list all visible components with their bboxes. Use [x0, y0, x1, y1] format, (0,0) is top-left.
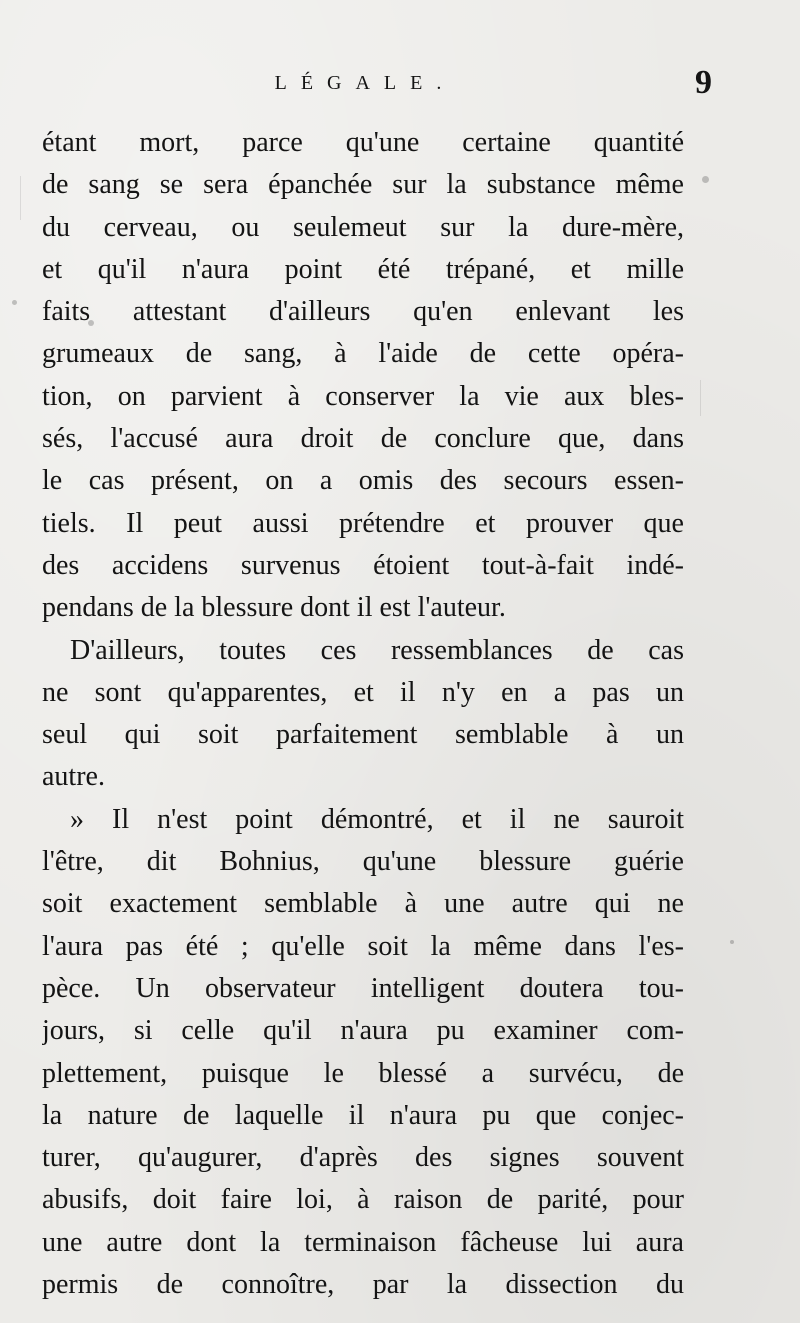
text-line: plettement, puisque le blessé a survécu, de — [42, 1057, 684, 1089]
text-line: des accidens survenus étoient tout-à-fait indé- — [42, 549, 684, 581]
text-line: seul qui soit parfaitement semblable à un — [42, 719, 684, 751]
text-line: ne sont qu'apparentes, et il n'y en a pas un — [42, 676, 684, 708]
text-line: et qu'il n'aura point été trépané, et mille — [42, 253, 684, 285]
page-edge-mark — [700, 380, 701, 416]
text-line: autre. — [42, 761, 105, 793]
text-line: de sang se sera épanchée sur la substance même — [42, 169, 684, 201]
page-number: 9 — [695, 64, 712, 101]
text-line: l'aura pas été ; qu'elle soit la même dans l'es- — [42, 930, 684, 962]
text-line: abusifs, doit faire loi, à raison de parité, pour — [42, 1184, 684, 1216]
text-line: soit exactement semblable à une autre qui ne — [42, 888, 684, 920]
page-header — [40, 64, 712, 110]
body-text — [42, 122, 684, 1306]
text-line: pendans de la blessure dont il est l'auteur. — [42, 592, 506, 624]
text-line: sés, l'accusé aura droit de conclure que, dans — [42, 423, 684, 455]
paper-speck — [730, 940, 734, 944]
text-line: l'être, dit Bohnius, qu'une blessure guérie — [42, 846, 684, 878]
text-line: turer, qu'augurer, d'après des signes souvent — [42, 1142, 684, 1174]
text-line: tion, on parvient à conserver la vie aux bles- — [42, 380, 684, 412]
text-line: jours, si celle qu'il n'aura pu examiner com- — [42, 1015, 684, 1047]
running-head: LÉGALE. — [274, 72, 456, 94]
text-line: tiels. Il peut aussi prétendre et prouver que — [42, 507, 684, 539]
paper-speck — [702, 176, 709, 183]
text-line: le cas présent, on a omis des secours essen- — [42, 465, 684, 497]
text-line: grumeaux de sang, à l'aide de cette opéra- — [42, 338, 684, 370]
text-line: du cerveau, ou seulemeut sur la dure-mère, — [42, 211, 684, 243]
text-line: faits attestant d'ailleurs qu'en enlevant les — [42, 296, 684, 328]
paper-speck — [88, 320, 94, 326]
text-line: la nature de laquelle il n'aura pu que conjec- — [42, 1099, 684, 1131]
text-line: permis de connoître, par la dissection du — [42, 1269, 684, 1301]
page-edge-mark — [20, 176, 21, 220]
text-line: D'ailleurs, toutes ces ressemblances de cas — [70, 634, 684, 666]
text-line: une autre dont la terminaison fâcheuse lui aura — [42, 1226, 684, 1258]
text-line: pèce. Un observateur intelligent doutera tou- — [42, 972, 684, 1004]
paper-speck — [12, 300, 17, 305]
text-line: étant mort, parce qu'une certaine quantité — [42, 127, 684, 158]
text-line: » Il n'est point démontré, et il ne sauroit — [70, 803, 684, 835]
